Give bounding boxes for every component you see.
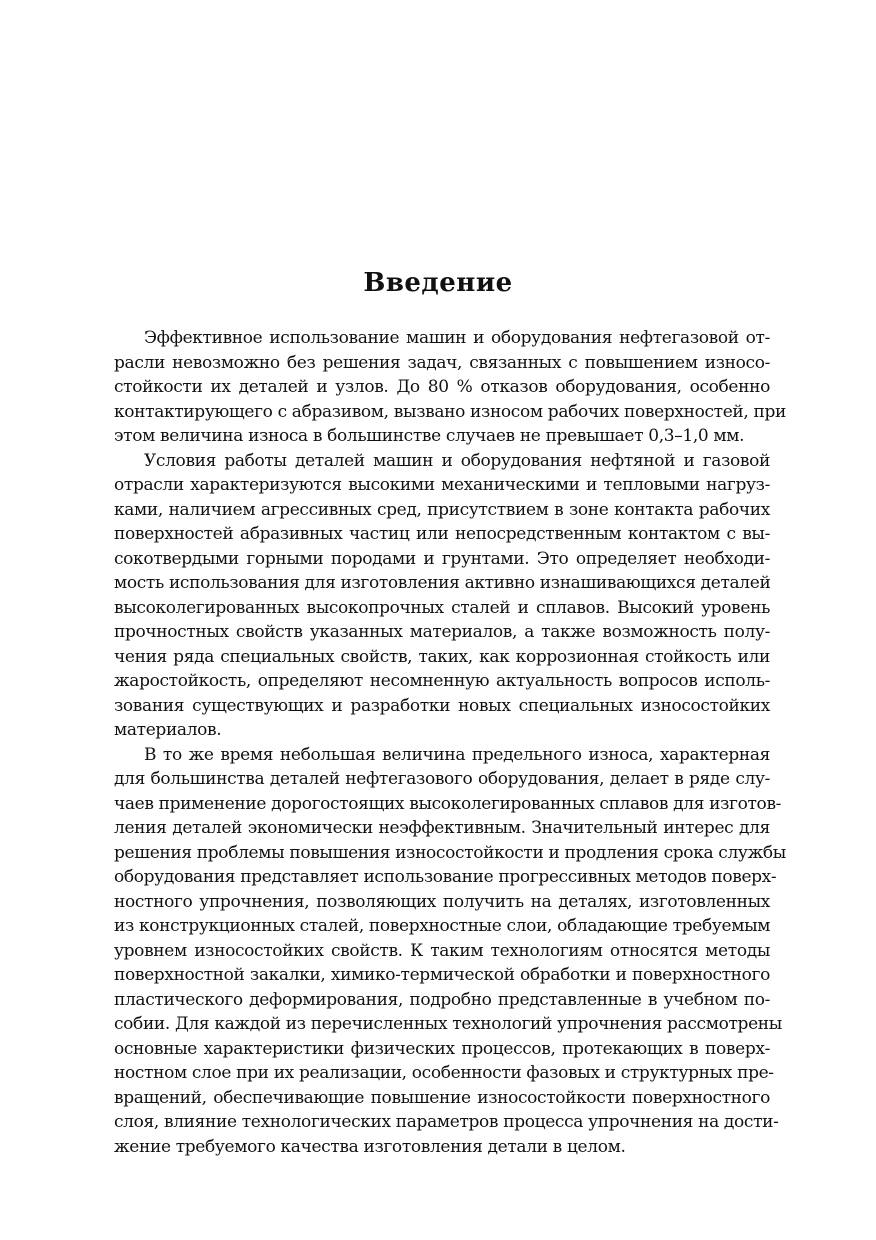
text-line: ностном слое при их реализации, особенности фазовых и структурных пре-	[114, 1063, 774, 1083]
text-line: оборудования представляет использование прогрессивных методов поверх-	[114, 867, 777, 887]
text-line: Условия работы деталей машин и оборудования нефтяной и газовой	[144, 450, 770, 471]
page-title: Введение	[363, 268, 513, 298]
text-line: ками, наличием агрессивных сред, присутствием в зоне контакта рабочих	[114, 499, 770, 520]
text-line: жение требуемого качества изготовления детали в целом.	[114, 1136, 626, 1157]
text-line: отрасли характеризуются высокими механическими и тепловыми нагруз-	[114, 475, 770, 495]
text-line: из конструкционных сталей, поверхностные слои, обладающие требуемым	[114, 916, 771, 936]
paragraph-1	[84, 326, 786, 449]
text-line: собии. Для каждой из перечисленных технологий упрочнения рассмотрены	[114, 1014, 782, 1034]
text-line: Эффективное использование машин и оборудования нефтегазовой от-	[144, 328, 770, 348]
text-line: жаростойкость, определяют несомненную актуальность вопросов исполь-	[114, 671, 770, 691]
text-line: вращений, обеспечивающие повышение износостойкости поверхностного	[114, 1087, 770, 1108]
text-line: чения ряда специальных свойств, таких, как коррозионная стойкость или	[114, 646, 770, 667]
text-line: поверхностной закалки, химико-термической обработки и поверхностного	[114, 965, 770, 985]
text-line: для большинства деталей нефтегазового оборудования, делает в ряде слу-	[114, 769, 770, 789]
text-line: основные характеристики физических процессов, протекающих в поверх-	[114, 1038, 770, 1059]
text-line: мость использования для изготовления активно изнашивающихся деталей	[114, 573, 771, 593]
text-line: В то же время небольшая величина предельного износа, характерная	[144, 744, 770, 765]
text-line: контактирующего с абразивом, вызвано износом рабочих поверхностей, при	[114, 401, 786, 422]
text-line: зования существующих и разработки новых специальных износостойких	[114, 695, 770, 716]
text-line: сокотвердыми горными породами и грунтами. Это определяет необходи-	[114, 548, 770, 569]
text-line: стойкости их деталей и узлов. До 80 % отказов оборудования, особенно	[114, 377, 770, 397]
text-line: решения проблемы повышения износостойкости и продления срока службы	[114, 842, 786, 863]
text-line: материалов.	[114, 720, 222, 740]
body-text	[84, 326, 786, 1159]
text-line: поверхностей абразивных частиц или непосредственным контактом с вы-	[114, 524, 770, 544]
text-line: ностного упрочнения, позволяющих получить на деталях, изготовленных	[114, 891, 770, 912]
text-line: чаев применение дорогостоящих высоколегированных сплавов для изготов-	[114, 793, 782, 814]
text-line: высоколегированных высокопрочных сталей и сплавов. Высокий уровень	[114, 597, 770, 618]
text-line: пластического деформирования, подробно представленные в учебном по-	[114, 989, 770, 1010]
paragraph-3	[84, 743, 786, 1160]
text-line: уровнем износостойких свойств. К таким технологиям относятся методы	[114, 940, 770, 961]
text-line: ления деталей экономически неэффективным. Значительный интерес для	[114, 818, 770, 838]
text-line: слоя, влияние технологических параметров процесса упрочнения на дости-	[114, 1112, 779, 1132]
paragraph-2	[84, 449, 770, 743]
text-line: прочностных свойств указанных материалов, а также возможность полу-	[114, 622, 770, 642]
text-line: расли невозможно без решения задач, связанных с повышением износо-	[114, 352, 770, 373]
text-line: этом величина износа в большинстве случаев не превышает 0,3–1,0 мм.	[114, 426, 745, 446]
